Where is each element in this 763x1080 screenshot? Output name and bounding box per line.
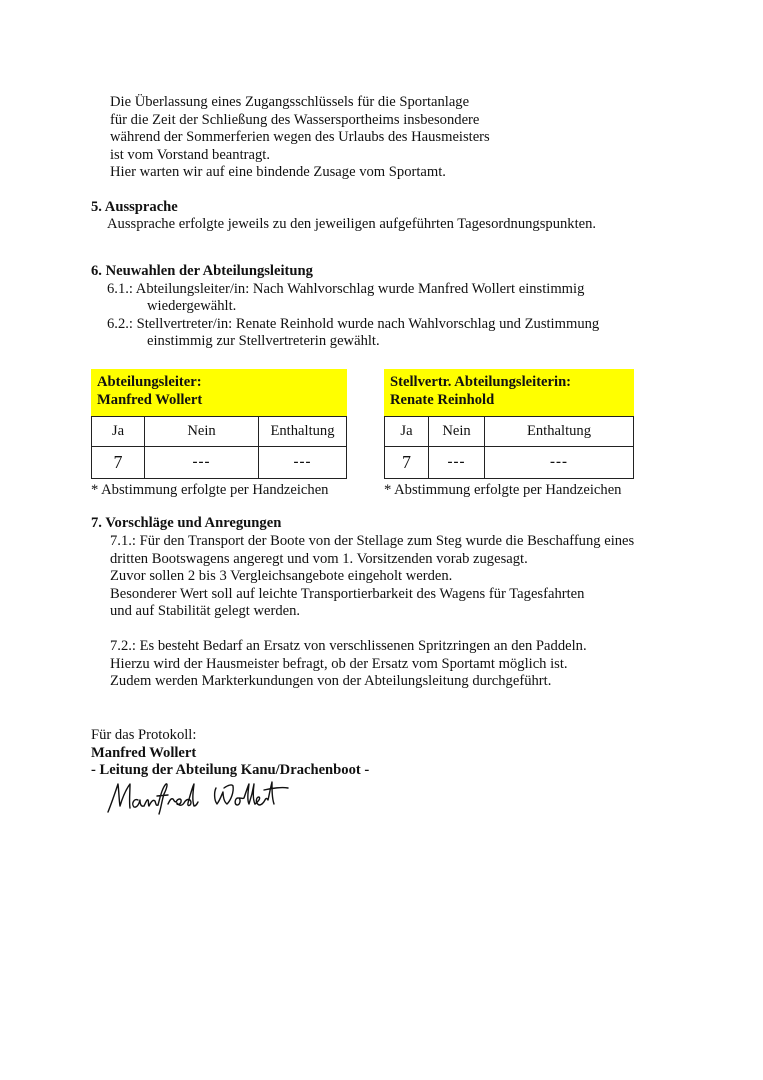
section-7-item-1-line: Zuvor sollen 2 bis 3 Vergleichsangebote eingeholt werden. (110, 568, 453, 584)
vote-value-nein: --- (429, 447, 485, 479)
vote-box-header (91, 369, 347, 416)
closing-name: Manfred Wollert (91, 745, 197, 761)
vote-note: * Abstimmung erfolgte per Handzeichen (91, 482, 329, 498)
vote-note: * Abstimmung erfolgte per Handzeichen (384, 482, 622, 498)
section-6-item-2-line-1: 6.2.: Stellvertreter/in: Renate Reinhold wurde nach Wahlvorschlag und Zustimmung (107, 316, 600, 332)
vote-role: Abteilungsleiter: (97, 374, 202, 390)
vote-value-nein: --- (145, 447, 259, 479)
vote-header-ja: Ja (92, 417, 145, 447)
section-7-item-2-line: 7.2.: Es besteht Bedarf an Ersatz von verschlissenen Spritzringen an den Paddeln. (110, 638, 587, 654)
section-7-heading: 7. Vorschläge und Anregungen (91, 515, 282, 531)
vote-table-value-row (92, 447, 347, 479)
vote-candidate-name: Renate Reinhold (390, 392, 495, 408)
section-7-item-1-line: und auf Stabilität gelegt werden. (110, 603, 301, 619)
section-6-item-1-line-2: wiedergewählt. (147, 298, 237, 314)
vote-value-ja: 7 (92, 447, 145, 479)
vote-header-nein: Nein (429, 417, 485, 447)
vote-candidate-name: Manfred Wollert (97, 392, 203, 408)
vote-value-enthaltung: --- (485, 447, 634, 479)
closing-label: Für das Protokoll: (91, 727, 197, 743)
vote-header-enthaltung: Enthaltung (259, 417, 347, 447)
section-6-heading: 6. Neuwahlen der Abteilungsleitung (91, 263, 313, 279)
vote-value-ja: 7 (385, 447, 429, 479)
section-7-item-1 (110, 533, 634, 621)
vote-box-header (384, 369, 634, 416)
closing-title: - Leitung der Abteilung Kanu/Drachenboot - (91, 762, 370, 778)
section-5-heading: 5. Aussprache (91, 199, 178, 215)
vote-box-abteilungsleiter (91, 369, 347, 500)
section-7-item-2-line: Zudem werden Markterkundungen von der Abteilungsleitung durchgeführt. (110, 673, 552, 689)
signature-icon (104, 778, 294, 824)
vote-header-enthaltung: Enthaltung (485, 417, 634, 447)
vote-value-enthaltung: --- (259, 447, 347, 479)
vote-header-nein: Nein (145, 417, 259, 447)
vote-result-table (384, 416, 634, 479)
vote-result-table (91, 416, 347, 479)
section-5-text: Aussprache erfolgte jeweils zu den jeweiligen aufgeführten Tagesordnungspunkten. (107, 216, 597, 232)
section-6-item-2-line-2: einstimmig zur Stellvertreterin gewählt. (147, 333, 380, 349)
intro-line: während der Sommerferien wegen des Urlaubs des Hausmeisters (110, 129, 490, 145)
vote-table-value-row (385, 447, 634, 479)
section-7-item-2 (110, 638, 587, 691)
vote-header-ja: Ja (385, 417, 429, 447)
vote-role: Stellvertr. Abteilungsleiterin: (390, 374, 572, 390)
intro-line: Hier warten wir auf eine bindende Zusage vom Sportamt. (110, 164, 446, 180)
section-7-item-1-line: dritten Bootswagens angeregt und vom 1. Vorsitzenden vorab zugesagt. (110, 550, 528, 567)
section-7-item-2-line: Hierzu wird der Hausmeister befragt, ob der Ersatz vom Sportamt möglich ist. (110, 655, 568, 672)
vote-box-stellvertreterin (384, 369, 634, 500)
section-6-item-1-line-1: 6.1.: Abteilungsleiter/in: Nach Wahlvorschlag wurde Manfred Wollert einstimmig (107, 281, 585, 297)
vote-table-header-row (92, 417, 347, 447)
section-7-item-1-line: Besonderer Wert soll auf leichte Transportierbarkeit des Wagens für Tagesfahrten (110, 585, 585, 602)
intro-paragraph (110, 94, 490, 182)
intro-line: ist vom Vorstand beantragt. (110, 146, 270, 163)
vote-table-header-row (385, 417, 634, 447)
section-7-item-1-line: 7.1.: Für den Transport der Boote von der Stellage zum Steg wurde die Beschaffung eines (110, 533, 635, 549)
intro-line: für die Zeit der Schließung des Wassersportheims insbesondere (110, 111, 480, 128)
intro-line: Die Überlassung eines Zugangsschlüssels für die Sportanlage (110, 94, 470, 110)
